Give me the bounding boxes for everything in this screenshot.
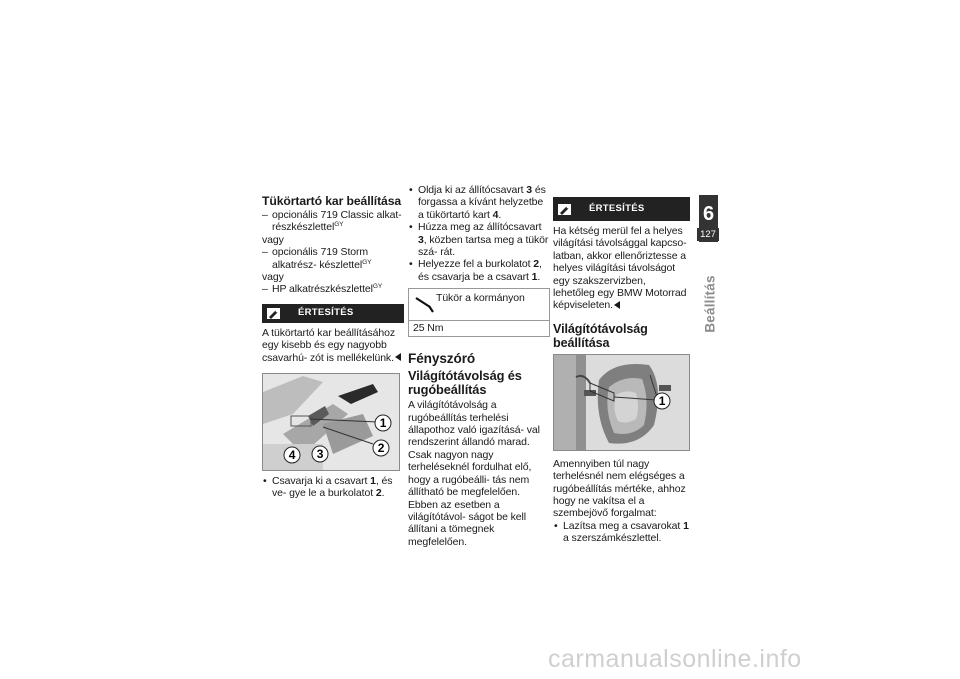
photo-label-2: 2 bbox=[377, 441, 385, 456]
mirror-arm-illustration bbox=[263, 374, 399, 470]
photo-label-3: 3 bbox=[316, 447, 324, 462]
chapter-number: 6 bbox=[702, 203, 715, 225]
superscript-gy: GY bbox=[334, 221, 344, 229]
step-refit-cover: • Helyezze fel a burkolatot 2, és csavarja be a csavart 1. bbox=[408, 258, 550, 283]
photo-label-1: 1 bbox=[379, 416, 387, 431]
subheading-headlight-range: Világítótávolság és rugóbeállítás bbox=[408, 368, 522, 398]
end-marker-icon bbox=[614, 301, 620, 309]
photo-label-1: 1 bbox=[658, 393, 666, 408]
page-number: 127 bbox=[697, 228, 719, 241]
notice-label: ÉRTESÍTÉS bbox=[589, 202, 645, 214]
option-719-storm: – opcionális 719 Storm alkatrész- készlettel$^{GY}$ bbox=[262, 246, 404, 271]
column-2 bbox=[408, 184, 550, 548]
option-hp: – HP alkatrészkészlettel$^{GY}$ bbox=[262, 283, 404, 295]
torque-wrench-icon bbox=[414, 295, 436, 315]
superscript-gy: GY bbox=[372, 283, 383, 291]
or-text: vagy bbox=[262, 233, 284, 246]
column-3 bbox=[553, 197, 690, 545]
option-719-classic: – opcionális 719 Classic alkat- részkészlettel$^{GY}$ bbox=[262, 209, 404, 234]
superscript-gy: GY bbox=[362, 258, 372, 266]
headlight-range-paragraph: A világítótávolság a rugóbeállítás terhelési állapothoz való igazításá- val rendszerint állandó marad. Csak nagyon nagy terheléseknél fordulhat elő, hogy a rugóbeálli- tás nem állítható be megfelelően. Ebben az esetben a világítótávol- ságot be kell állítani a tömegnek megfelelően. bbox=[408, 399, 540, 548]
step-tighten-screw: • Húzza meg az állítócsavart 3, közben tartsa meg a tükör szá- rát. bbox=[408, 221, 550, 258]
section-heading-mirror-arm: Tükörtartó kar beállítása bbox=[262, 194, 402, 208]
wrench-book-icon bbox=[557, 202, 573, 216]
notice-bar bbox=[553, 197, 690, 221]
wrench-book-icon bbox=[266, 306, 282, 320]
notice-text: A tükörtartó kar beállításához egy kisebb és egy nagyobb csavarhú- zót is mellékelünk. bbox=[262, 327, 404, 364]
chapter-heading-headlight: Fényszóró bbox=[408, 351, 476, 367]
torque-spec-box bbox=[408, 288, 550, 337]
end-marker-icon bbox=[395, 353, 401, 361]
step-remove-cover: • Csavarja ki a csavart 1, és ve- gye le a burkolatot 2. bbox=[262, 475, 404, 500]
headlight-adjust-paragraph: Amennyiben túl nagy terhelésnél nem elégséges a rugóbeállítás mértéke, ahhoz hogy ne vakítsa el a szembejövő forgalmat: bbox=[553, 457, 686, 520]
column-1 bbox=[262, 194, 404, 500]
torque-value: 25 Nm bbox=[413, 322, 444, 335]
torque-label: Tükör a kormányon bbox=[436, 292, 525, 305]
watermark: carmanualsonline.info bbox=[548, 645, 802, 673]
chapter-title-vertical: Beállítás bbox=[702, 275, 718, 333]
notice-text: Ha kétség merül fel a helyes világítási távolsággal kapcso- latban, akkor ellenőriztesse a helyes világítási távolságot egy szakszervizben, lehetőleg egy BMW Motorrad képviseleten. bbox=[553, 225, 687, 312]
step-loosen-screws: • Lazítsa meg a csavarokat 1 a szerszámkészlettel. bbox=[553, 520, 690, 545]
or-text: vagy bbox=[262, 271, 284, 284]
notice-label: ÉRTESÍTÉS bbox=[298, 307, 354, 319]
photo-headlight bbox=[553, 354, 690, 451]
headlight-illustration bbox=[554, 355, 689, 450]
photo-mirror-arm bbox=[262, 373, 400, 471]
notice-bar bbox=[262, 304, 404, 323]
section-heading-headlight-adjust: Világítótávolság beállítása bbox=[553, 321, 648, 350]
photo-label-4: 4 bbox=[288, 448, 296, 463]
step-loosen-screw: • Oldja ki az állítócsavart 3 és forgassa a kívánt helyzetbe a tükörtartó kart 4. bbox=[408, 184, 550, 221]
